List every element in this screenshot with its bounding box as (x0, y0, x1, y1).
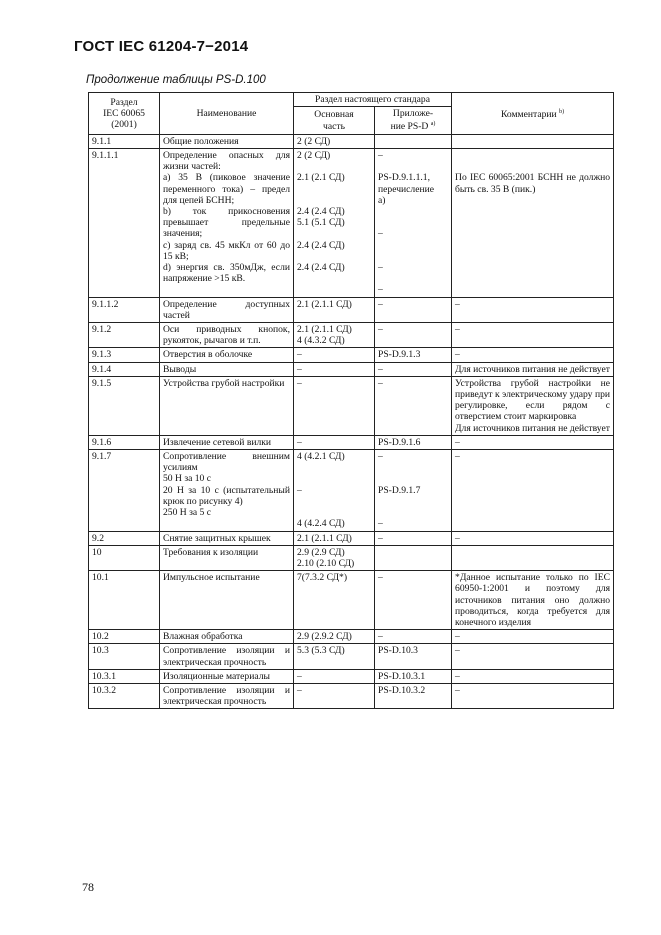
cell-appendix: PS-D.10.3 (375, 644, 452, 669)
table-row (89, 348, 614, 362)
cell-comment: – (452, 683, 614, 708)
cell-main-part: – (294, 348, 375, 362)
table-header-row (89, 93, 614, 107)
cell-comment (452, 134, 614, 148)
cell-appendix: – PS-D.9.1.7 – (375, 450, 452, 531)
appendix-footnote-mark: a) (430, 121, 436, 128)
cell-appendix: – (375, 323, 452, 348)
cell-appendix: PS-D.9.1.6 (375, 435, 452, 449)
cell-name: Извлечение сетевой вилки (160, 435, 294, 449)
table-row (89, 323, 614, 348)
cell-main-part: 2.1 (2.1.1 СД) 4 (4.3.2 СД) (294, 323, 375, 348)
cell-comment (452, 545, 614, 570)
cell-section: 9.2 (89, 531, 160, 545)
cell-name: Определение опасных для жизни частей: а) 35 В (пиковое значение переменного тока) – предел для цепей БСНН; b) ток прикосновения превышает предельные значения; с) заряд св. 45 мкКл от 60 до 15 кВ; d) энергия св. 350мДж, если напряжение >15 кВ. (160, 149, 294, 298)
table-row (89, 362, 614, 376)
col-header-comments (452, 93, 614, 135)
cell-main-part: – (294, 362, 375, 376)
cell-section: 10.3 (89, 644, 160, 669)
cell-main-part: 5.3 (5.3 СД) (294, 644, 375, 669)
col-header-section-old: Раздел IEC 60065 (2001) (89, 93, 160, 135)
cell-main-part: 2.9 (2.9 СД) 2.10 (2.10 СД) (294, 545, 375, 570)
table-row (89, 134, 614, 148)
table-row (89, 297, 614, 322)
cell-section: 10.3.2 (89, 683, 160, 708)
cell-appendix: – (375, 376, 452, 435)
cell-comment: – (452, 435, 614, 449)
table-row (89, 376, 614, 435)
table-row (89, 683, 614, 708)
cell-comment: По IEC 60065:2001 БСНН не должно быть св. 35 В (пик.) (452, 149, 614, 298)
cell-comment: Для источников питания не действует (452, 362, 614, 376)
col-header-appendix (375, 107, 452, 135)
col-header-main-part: Основная часть (294, 107, 375, 135)
table-row (89, 669, 614, 683)
cell-appendix: – (375, 362, 452, 376)
cell-section: 10.2 (89, 630, 160, 644)
cell-appendix: PS-D.10.3.1 (375, 669, 452, 683)
table-row (89, 435, 614, 449)
cell-main-part: – (294, 683, 375, 708)
table-row (89, 571, 614, 630)
cell-comment: – (452, 297, 614, 322)
cell-section: 9.1.4 (89, 362, 160, 376)
cell-main-part: 2.9 (2.9.2 СД) (294, 630, 375, 644)
cell-appendix: PS-D.10.3.2 (375, 683, 452, 708)
cell-comment: Устройства грубой настройки не приведут к электрическому удару при регулировке, если рядом с отверстием стоит маркировка Для источников питания не действует (452, 376, 614, 435)
requirements-table (88, 92, 614, 709)
cell-comment: *Данное испытание только по IEC 60950-1:2001 и поэтому для источников питания оно должно проводиться, когда требуется для конечного изделия (452, 571, 614, 630)
cell-main-part: 2 (2 СД) (294, 134, 375, 148)
cell-name: Влажная обработка (160, 630, 294, 644)
cell-appendix: PS-D.9.1.3 (375, 348, 452, 362)
cell-section: 9.1.2 (89, 323, 160, 348)
cell-main-part: 2.1 (2.1.1 СД) (294, 297, 375, 322)
cell-appendix: – (375, 297, 452, 322)
cell-name: Отверстия в оболочке (160, 348, 294, 362)
table-row (89, 531, 614, 545)
cell-name: Снятие защитных крышек (160, 531, 294, 545)
cell-comment: – (452, 531, 614, 545)
col-header-name: Наименование (160, 93, 294, 135)
cell-section: 9.1.1.1 (89, 149, 160, 298)
cell-appendix: – PS-D.9.1.1.1, перечисление а) – – – (375, 149, 452, 298)
comments-label: Комментарии (500, 108, 557, 120)
appendix-label: Приложе- ние PS-D (390, 108, 434, 133)
cell-main-part: – (294, 669, 375, 683)
cell-name: Требования к изоляции (160, 545, 294, 570)
table-row (89, 450, 614, 531)
table-row (89, 644, 614, 669)
cell-section: 9.1.7 (89, 450, 160, 531)
cell-comment: – (452, 450, 614, 531)
cell-name: Сопротивление изоляции и электрическая прочность (160, 683, 294, 708)
cell-section: 9.1.6 (89, 435, 160, 449)
table-row (89, 630, 614, 644)
comments-footnote-mark: b) (559, 108, 565, 115)
cell-comment: – (452, 644, 614, 669)
cell-name: Сопротивление изоляции и электрическая прочность (160, 644, 294, 669)
cell-appendix (375, 134, 452, 148)
cell-section: 10 (89, 545, 160, 570)
document-header: ГОСТ IEC 61204-7−2014 (74, 38, 249, 55)
cell-section: 9.1.3 (89, 348, 160, 362)
cell-main-part: 2 (2 СД) 2.1 (2.1 СД) 2.4 (2.4 СД) 5.1 (5.1 СД) 2.4 (2.4 СД) 2.4 (2.4 СД) (294, 149, 375, 298)
page-number: 78 (82, 880, 94, 894)
cell-name: Импульсное испытание (160, 571, 294, 630)
col-header-standard-group: Раздел настоящего стандара (294, 93, 452, 107)
cell-appendix: – (375, 571, 452, 630)
table-row (89, 149, 614, 298)
cell-section: 10.3.1 (89, 669, 160, 683)
cell-section: 9.1.1.2 (89, 297, 160, 322)
cell-name: Сопротивление внешним усилиям 50 Н за 10 с 20 Н за 10 с (испытательный крюк по рисунку 4) 250 Н за 5 с (160, 450, 294, 531)
cell-main-part: – (294, 376, 375, 435)
cell-appendix: – (375, 531, 452, 545)
cell-name: Оси приводных кнопок, рукояток, рычагов и т.п. (160, 323, 294, 348)
cell-section: 9.1.5 (89, 376, 160, 435)
cell-main-part: – (294, 435, 375, 449)
cell-main-part: 7(7.3.2 СД*) (294, 571, 375, 630)
cell-section: 9.1.1 (89, 134, 160, 148)
cell-appendix: – (375, 630, 452, 644)
cell-comment: – (452, 669, 614, 683)
cell-comment: – (452, 630, 614, 644)
cell-comment: – (452, 323, 614, 348)
cell-name: Устройства грубой настройки (160, 376, 294, 435)
table-continuation-caption: Продолжение таблицы PS-D.100 (86, 74, 266, 86)
cell-main-part: 4 (4.2.1 СД) – 4 (4.2.4 СД) (294, 450, 375, 531)
cell-comment: – (452, 348, 614, 362)
cell-name: Изоляционные материалы (160, 669, 294, 683)
cell-section: 10.1 (89, 571, 160, 630)
cell-appendix (375, 545, 452, 570)
cell-main-part: 2.1 (2.1.1 СД) (294, 531, 375, 545)
table-row (89, 545, 614, 570)
cell-name: Определение доступных частей (160, 297, 294, 322)
cell-name: Выводы (160, 362, 294, 376)
cell-name: Общие положения (160, 134, 294, 148)
